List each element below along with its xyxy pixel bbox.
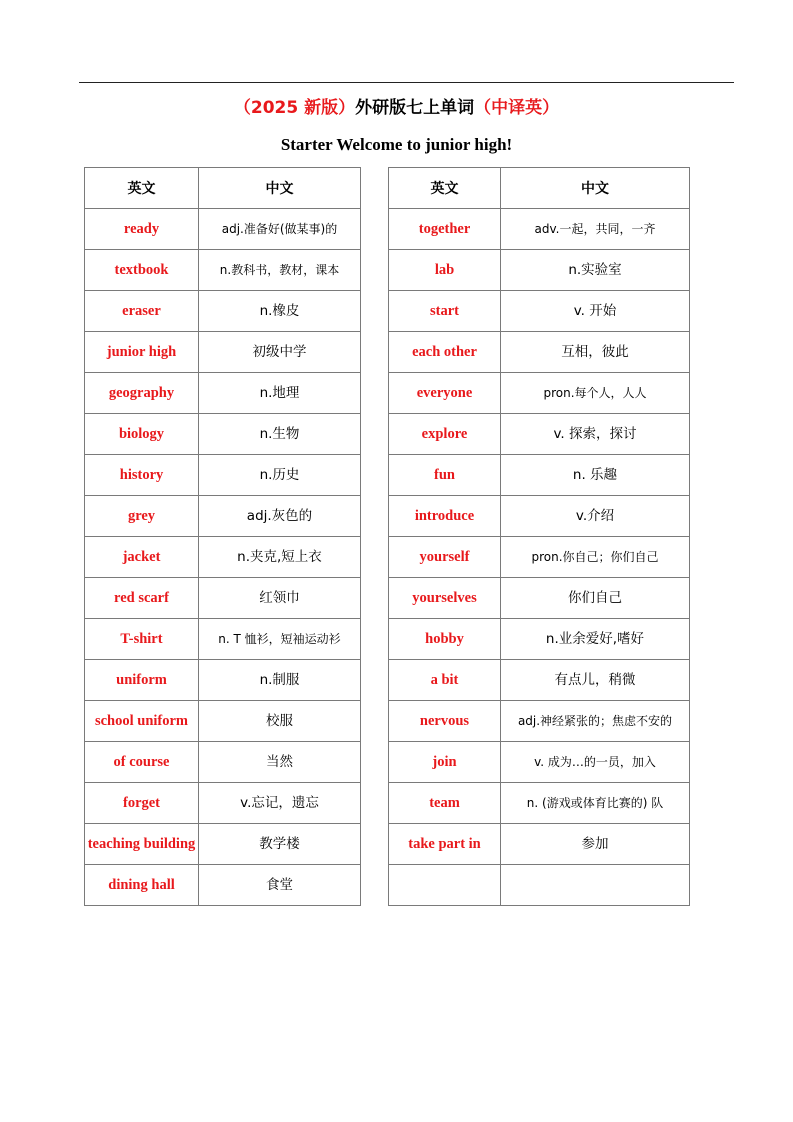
word-chinese: v. 探索，探讨 [501,414,690,455]
table-row [389,824,690,865]
table-row [85,537,361,578]
table-row [389,455,690,496]
word-chinese [501,865,690,906]
word-english: of course [85,742,199,783]
word-english: jacket [85,537,199,578]
word-english: textbook [85,250,199,291]
word-chinese: 你们自己 [501,578,690,619]
word-chinese: 参加 [501,824,690,865]
table-row [85,701,361,742]
word-english: teaching building [85,824,199,865]
table-row [85,291,361,332]
page-title [0,93,793,118]
table-row [85,865,361,906]
table-row [85,455,361,496]
table-header-row [85,168,361,209]
word-english: everyone [389,373,501,414]
title-prefix: （2025 新版） [233,98,356,118]
column-header-zh: 中文 [199,168,361,209]
word-english: school uniform [85,701,199,742]
vocab-table-right [388,167,690,906]
word-english: take part in [389,824,501,865]
word-chinese: 红领巾 [199,578,361,619]
word-english: join [389,742,501,783]
word-chinese: n.地理 [199,373,361,414]
word-english: grey [85,496,199,537]
table-row [389,537,690,578]
word-english: team [389,783,501,824]
table-row [85,783,361,824]
table-row [85,742,361,783]
word-chinese: n.历史 [199,455,361,496]
table-row [389,496,690,537]
word-chinese: 互相，彼此 [501,332,690,373]
table-row [85,373,361,414]
table-header-row [389,168,690,209]
table-row [389,619,690,660]
word-chinese: adv.一起，共同，一齐 [501,209,690,250]
column-header-zh: 中文 [501,168,690,209]
word-english: T-shirt [85,619,199,660]
table-row [389,291,690,332]
word-chinese: v.介绍 [501,496,690,537]
word-chinese: n. T 恤衫，短袖运动衫 [199,619,361,660]
table-row [389,332,690,373]
table-row [389,742,690,783]
table-row [85,332,361,373]
table-row [85,578,361,619]
word-english: forget [85,783,199,824]
word-english: yourselves [389,578,501,619]
word-chinese: n.生物 [199,414,361,455]
table-row [389,660,690,701]
title-suffix: （中译英） [474,98,560,118]
word-english: uniform [85,660,199,701]
word-chinese: n.业余爱好,嗜好 [501,619,690,660]
word-chinese: v. 开始 [501,291,690,332]
word-chinese: 教学楼 [199,824,361,865]
column-header-en: 英文 [85,168,199,209]
table-row [389,865,690,906]
word-english: eraser [85,291,199,332]
word-chinese: 校服 [199,701,361,742]
word-english: yourself [389,537,501,578]
table-row [85,414,361,455]
word-english: introduce [389,496,501,537]
word-english: fun [389,455,501,496]
table-row [389,783,690,824]
table-row [389,701,690,742]
word-chinese: n. (游戏或体育比赛的) 队 [501,783,690,824]
word-chinese: adj.灰色的 [199,496,361,537]
table-row [85,619,361,660]
word-english: lab [389,250,501,291]
word-chinese: adj.准备好(做某事)的 [199,209,361,250]
unit-subtitle: Starter Welcome to junior high! [280,135,513,154]
word-chinese: pron.你自己；你们自己 [501,537,690,578]
word-chinese: adj.神经紧张的；焦虑不安的 [501,701,690,742]
word-chinese: n.实验室 [501,250,690,291]
word-english: junior high [85,332,199,373]
word-chinese: v. 成为…的一员，加入 [501,742,690,783]
table-row [85,209,361,250]
table-row [85,824,361,865]
word-english: hobby [389,619,501,660]
word-chinese: n.制服 [199,660,361,701]
word-chinese: 当然 [199,742,361,783]
word-chinese: n.橡皮 [199,291,361,332]
word-english: history [85,455,199,496]
word-chinese: 食堂 [199,865,361,906]
word-english: ready [85,209,199,250]
word-english: biology [85,414,199,455]
word-english: together [389,209,501,250]
word-english: explore [389,414,501,455]
word-chinese: v.忘记，遗忘 [199,783,361,824]
table-row [85,660,361,701]
title-main: 外研版七上单词 [355,98,475,118]
table-row [389,578,690,619]
word-english: a bit [389,660,501,701]
word-english: nervous [389,701,501,742]
word-chinese: 有点儿，稍微 [501,660,690,701]
word-english: geography [85,373,199,414]
word-english: start [389,291,501,332]
word-chinese: n.教科书，教材，课本 [199,250,361,291]
word-english: red scarf [85,578,199,619]
table-row [389,209,690,250]
word-chinese: 初级中学 [199,332,361,373]
table-row [389,414,690,455]
column-header-en: 英文 [389,168,501,209]
table-row [85,250,361,291]
table-row [389,250,690,291]
word-english [389,865,501,906]
word-english: each other [389,332,501,373]
table-row [389,373,690,414]
table-row [85,496,361,537]
header-rule [79,82,734,83]
vocab-table-left [84,167,361,906]
word-chinese: pron.每个人，人人 [501,373,690,414]
word-chinese: n. 乐趣 [501,455,690,496]
word-english: dining hall [85,865,199,906]
word-chinese: n.夹克,短上衣 [199,537,361,578]
